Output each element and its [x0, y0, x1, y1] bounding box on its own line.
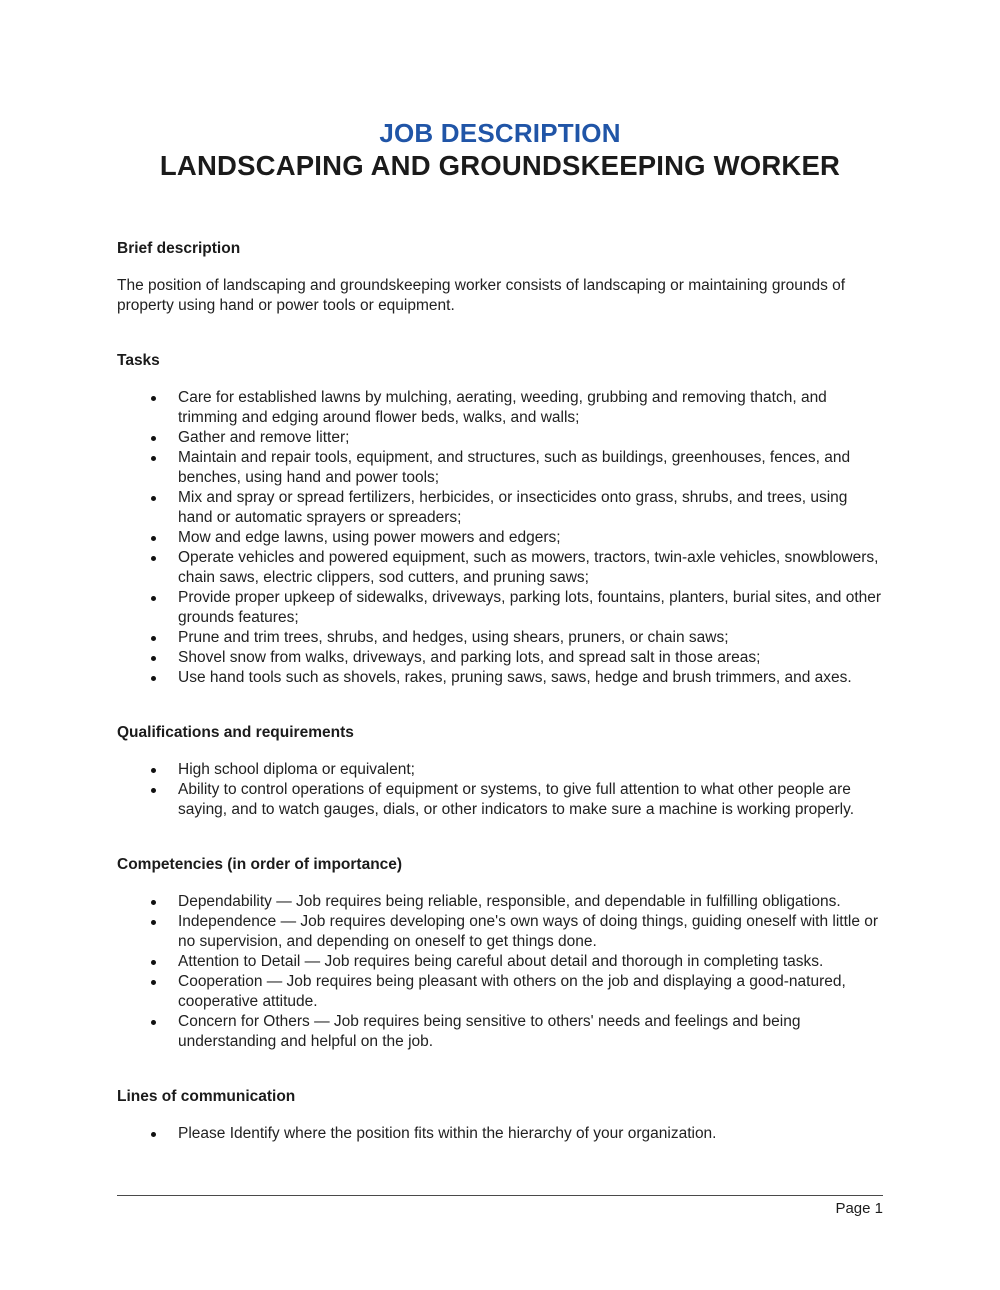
list-item: Gather and remove litter; [117, 428, 883, 448]
document-title-line1: JOB DESCRIPTION [379, 118, 621, 148]
list-item: Use hand tools such as shovels, rakes, pruning saws, saws, hedge and brush trimmers, and axes. [117, 668, 883, 688]
section-heading: Competencies (in order of importance) [117, 856, 403, 873]
list-item: Mix and spray or spread fertilizers, herbicides, or insecticides onto grass, shrubs, and trees, using hand or automatic sprayers or spreaders; [117, 488, 883, 528]
section-paragraph: The position of landscaping and groundskeeping worker consists of landscaping or maintaining grounds of property using hand or power tools or equipment. [117, 277, 846, 314]
list-item: Please Identify where the position fits within the hierarchy of your organization. [117, 1124, 883, 1144]
list-item: Independence — Job requires developing one's own ways of doing things, guiding oneself with little or no supervision, and depending on oneself to get things done. [117, 912, 883, 952]
document-section [117, 855, 883, 1052]
list-item: Shovel snow from walks, driveways, and parking lots, and spread salt in those areas; [117, 648, 883, 668]
document-section [117, 1087, 883, 1144]
bullet-list [117, 388, 883, 688]
list-item: Ability to control operations of equipment or systems, to give full attention to what other people are saying, and to watch gauges, dials, or other indicators to make sure a machine is working properly. [117, 780, 883, 820]
list-item: Cooperation — Job requires being pleasant with others on the job and displaying a good-natured, cooperative attitude. [117, 972, 883, 1012]
list-item: Attention to Detail — Job requires being careful about detail and thorough in completing tasks. [117, 952, 883, 972]
bullet-list [117, 1124, 883, 1144]
document-section [117, 239, 883, 316]
bullet-list [117, 892, 883, 1052]
document-section [117, 723, 883, 820]
document-body [117, 239, 883, 1144]
document-title-line2: LANDSCAPING AND GROUNDSKEEPING WORKER [159, 150, 841, 181]
list-item: Concern for Others — Job requires being sensitive to others' needs and feelings and being understanding and helpful on the job. [117, 1012, 883, 1052]
list-item: Prune and trim trees, shrubs, and hedges, using shears, pruners, or chain saws; [117, 628, 883, 648]
document-section [117, 351, 883, 688]
section-heading: Lines of communication [117, 1088, 296, 1105]
list-item: Operate vehicles and powered equipment, such as mowers, tractors, twin-axle vehicles, snowblowers, chain saws, electric clippers, sod cutters, and pruning saws; [117, 548, 883, 588]
document-footer [117, 1195, 883, 1218]
section-heading: Brief description [117, 240, 241, 257]
document-header [117, 0, 883, 183]
document-content [117, 0, 883, 1144]
bullet-list [117, 760, 883, 820]
section-heading: Tasks [117, 352, 160, 369]
list-item: Care for established lawns by mulching, aerating, weeding, grubbing and removing thatch, and trimming and edging around flower beds, walks, and walls; [117, 388, 883, 428]
list-item: High school diploma or equivalent; [117, 760, 883, 780]
list-item: Dependability — Job requires being reliable, responsible, and dependable in fulfilling obligations. [117, 892, 883, 912]
section-heading: Qualifications and requirements [117, 724, 354, 741]
list-item: Provide proper upkeep of sidewalks, driveways, parking lots, fountains, planters, burial sites, and other grounds features; [117, 588, 883, 628]
list-item: Mow and edge lawns, using power mowers and edgers; [117, 528, 883, 548]
list-item: Maintain and repair tools, equipment, and structures, such as buildings, greenhouses, fences, and benches, using hand and power tools; [117, 448, 883, 488]
page-number-label: Page 1 [835, 1200, 883, 1217]
